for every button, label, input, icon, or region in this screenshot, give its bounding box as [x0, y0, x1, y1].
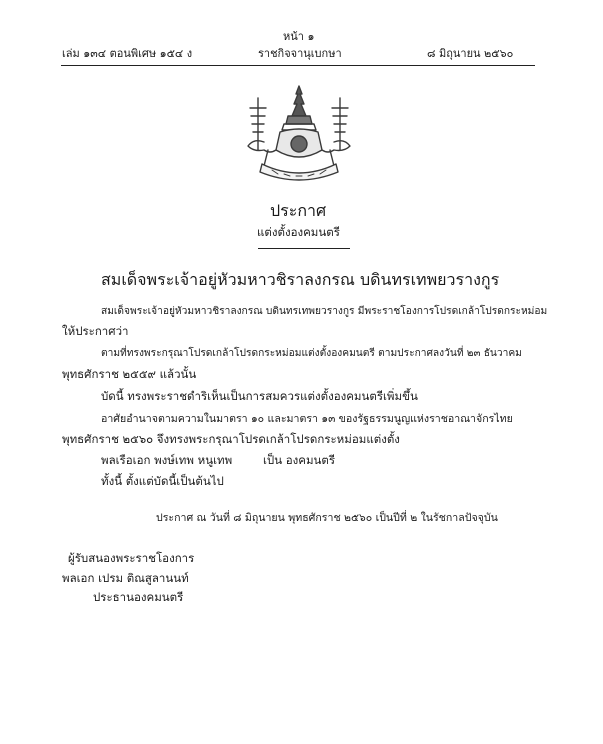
paragraph-4-line-1: อาศัยอำนาจตามความในมาตรา ๑๐ และมาตรา ๑๓ ของรัฐธรรมนูญแห่งราชอาณาจักรไทย — [101, 413, 513, 425]
royal-emblem-icon — [234, 84, 364, 184]
king-name-heading: สมเด็จพระเจ้าอยู่หัวมหาวชิราลงกรณ บดินทรเทพยวรางกูร — [101, 270, 500, 289]
paragraph-4-line-2: พุทธศักราช ๒๕๖๐ จึงทรงพระกรุณาโปรดเกล้าโปรดกระหม่อมแต่งตั้ง — [62, 432, 400, 446]
paragraph-1-line-1: สมเด็จพระเจ้าอยู่หัวมหาวชิราลงกรณ บดินทรเทพยวรางกูร มีพระราชโองการโปรดเกล้าโปรดกระหม่อม — [101, 306, 548, 317]
countersigner-position: ประธานองคมนตรี — [93, 590, 184, 604]
header-rule — [61, 65, 535, 66]
paragraph-3: บัดนี้ ทรงพระราชดำริเห็นเป็นการสมควรแต่งตั้งองคมนตรีเพิ่มขึ้น — [101, 389, 418, 403]
volume-info: เล่ม ๑๓๔ ตอนพิเศษ ๑๕๔ ง — [62, 47, 193, 60]
page-number: หน้า ๑ — [283, 30, 315, 43]
countersigner-name: พลเอก เปรม ติณสูลานนท์ — [62, 571, 189, 585]
paragraph-2-line-1: ตามที่ทรงพระกรุณาโปรดเกล้าโปรดกระหม่อมแต่งตั้งองคมนตรี ตามประกาศลงวันที่ ๒๓ ธันวาคม — [101, 348, 522, 359]
proclamation-date-line: ประกาศ ณ วันที่ ๘ มิถุนายน พุทธศักราช ๒๕๖๐ เป็นปีที่ ๒ ในรัชกาลปัจจุบัน — [156, 512, 498, 524]
header-date: ๘ มิถุนายน ๒๕๖๐ — [427, 47, 514, 60]
paragraph-2-line-2: พุทธศักราช ๒๕๕๙ แล้วนั้น — [62, 367, 197, 381]
appointee-role: เป็น องคมนตรี — [263, 453, 336, 467]
announcement-subtitle: แต่งตั้งองคมนตรี — [257, 225, 340, 239]
title-rule — [258, 248, 350, 249]
effective-clause: ทั้งนี้ ตั้งแต่บัดนี้เป็นต้นไป — [101, 474, 224, 488]
announcement-title: ประกาศ — [270, 201, 327, 220]
paragraph-1-line-2: ให้ประกาศว่า — [62, 324, 129, 338]
appointee-name: พลเรือเอก พงษ์เทพ หนูเทพ — [101, 453, 233, 467]
countersign-label: ผู้รับสนองพระราชโองการ — [68, 551, 195, 565]
gazette-name: ราชกิจจานุเบกษา — [258, 47, 342, 60]
